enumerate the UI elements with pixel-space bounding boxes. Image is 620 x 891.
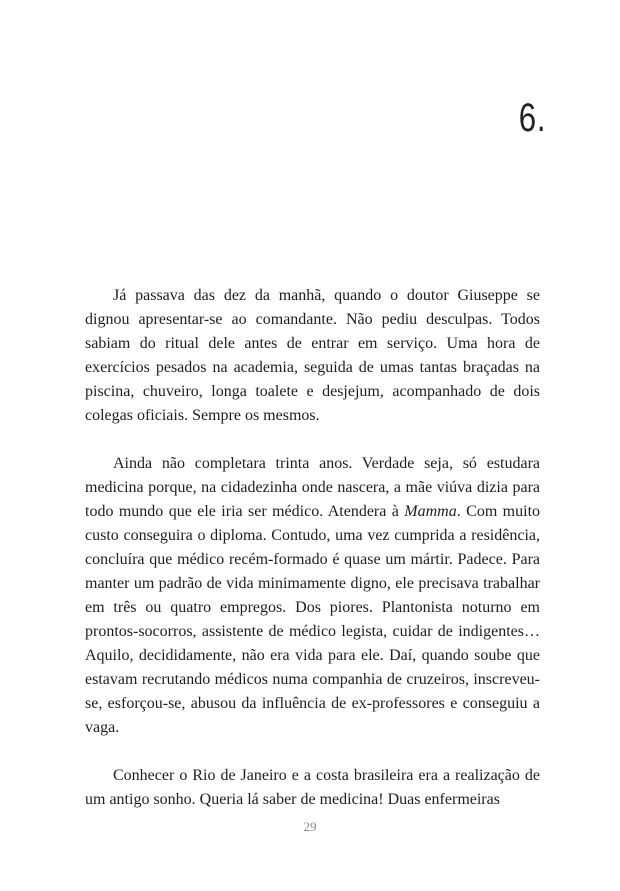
chapter-number: 6. [518, 96, 546, 140]
paragraph-3-text: Conhecer o Rio de Janeiro e a costa brasileira era a realização de um antigo sonho. Queria lá saber de medicina! Duas enfermeiras [85, 767, 540, 808]
paragraph-3 [85, 764, 540, 812]
page-number: 29 [303, 819, 317, 834]
body-text [85, 284, 540, 812]
paragraph-1 [85, 284, 540, 428]
paragraph-2-italic-mamma: Mamma [404, 503, 457, 520]
paragraph-2 [85, 452, 540, 740]
paragraph-2-text-start: Ainda não completara trinta anos. Verdade seja, só estudara medicina porque, na cidadezinha onde nascera, a mãe viúva dizia para todo mundo que ele iria ser médico. Atendera à [85, 455, 540, 520]
paragraph-2-text-end: . Com muito custo conseguira o diploma. Contudo, uma vez cumprida a residência, concluíra que médico recém-formado é quase um mártir. Padece. Para manter um padrão de vida minimamente digno, ele precisava trabalhar em três ou quatro empregos. Dos piores. Plantonista noturno em prontos-socorros, assistente de médico legista, cuidar de indigentes… Aquilo, decididamente, não era vida para ele. Daí, quando soube que estavam recrutando médicos numa companhia de cruzeiros, inscreveu-se, esforçou-se, abusou da influência de ex-professores e conseguiu a vaga. [85, 503, 541, 736]
paragraph-1-text: Já passava das dez da manhã, quando o doutor Giuseppe se dignou apresentar-se ao comandante. Não pediu desculpas. Todos sabiam do ritual dele antes de entrar em serviço. Uma hora de exercícios pesados na academia, seguida de umas tantas braçadas na piscina, chuveiro, longa toalete e desjejum, acompanhado de dois colegas oficiais. Sempre os mesmos. [85, 287, 540, 424]
